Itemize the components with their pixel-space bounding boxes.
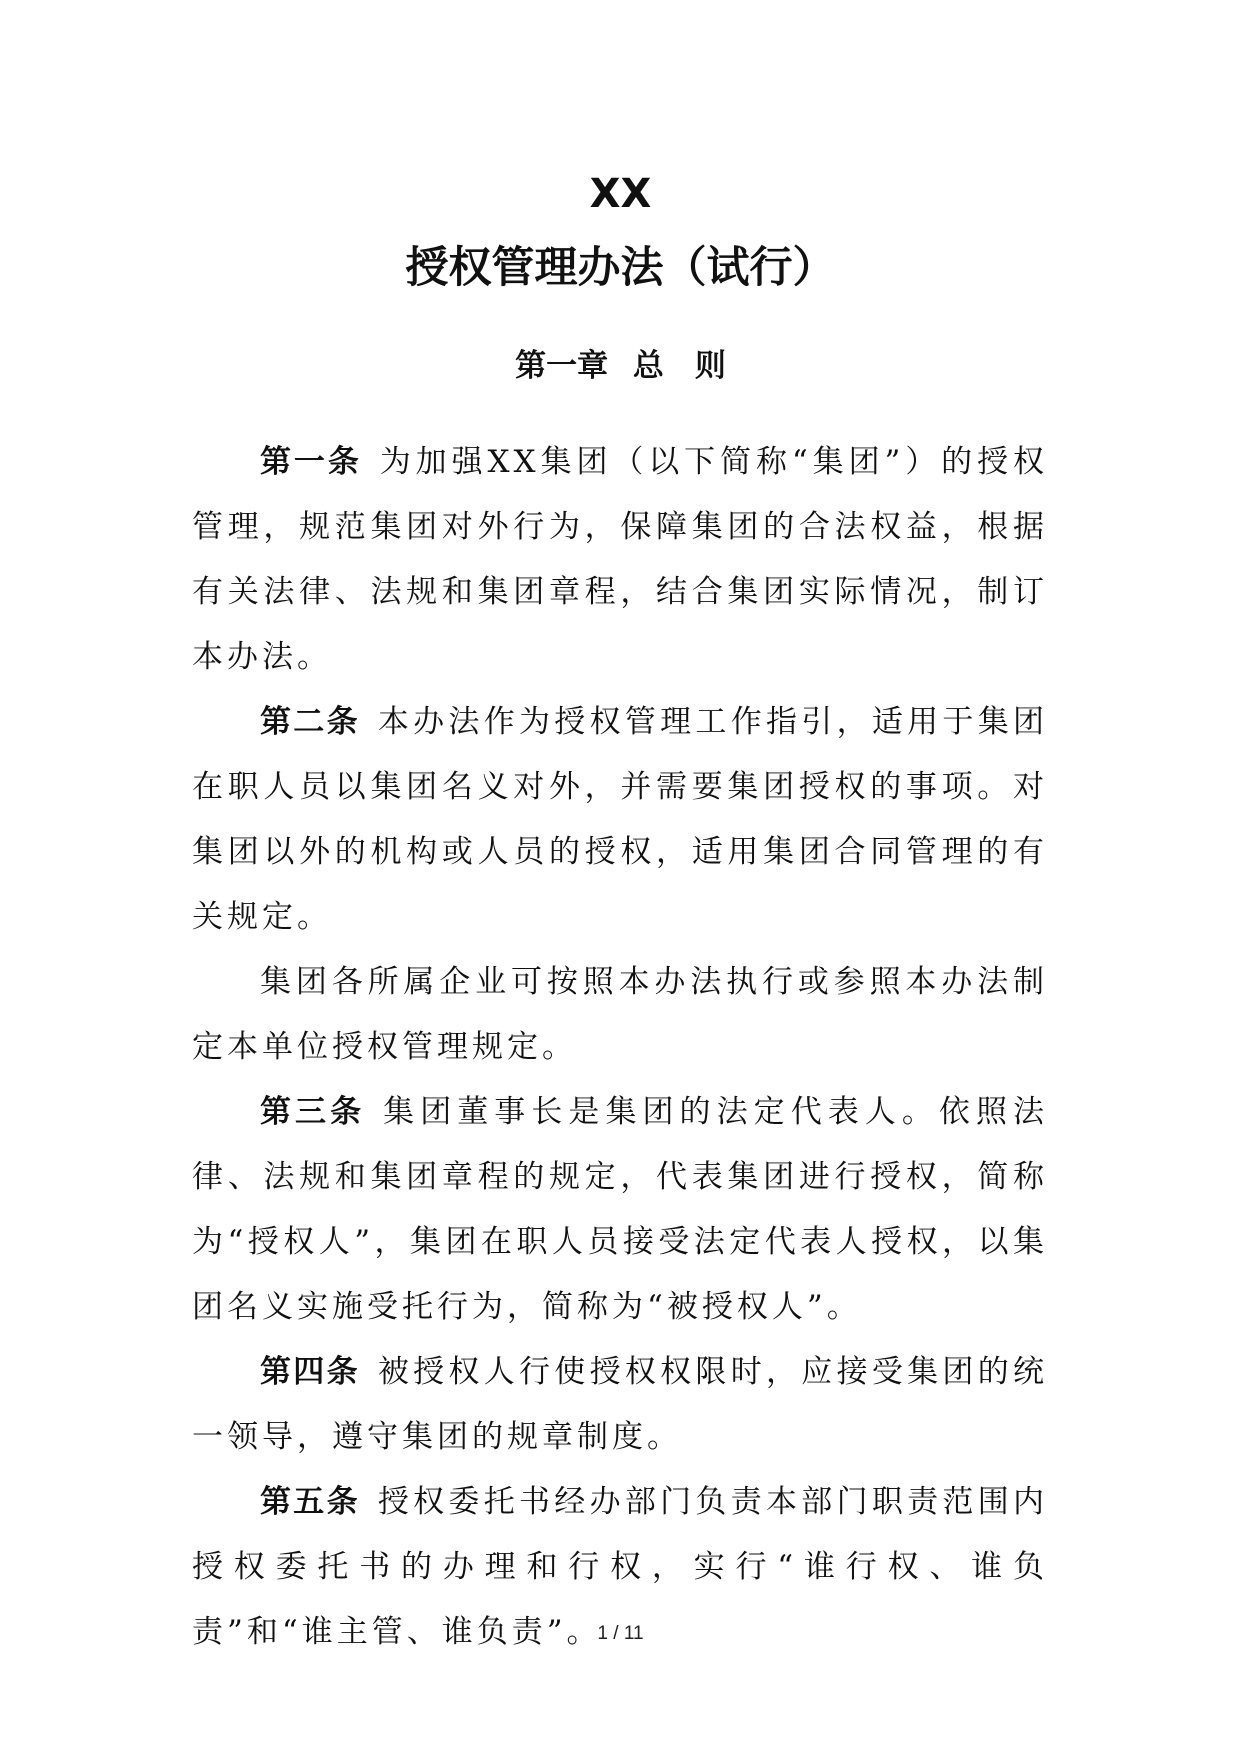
article-text: 本办法作为授权管理工作指引，适用于集团在职人员以集团名义对外，并需要集团授权的事项。对集团以外的机构或人员的授权，适用集团合同管理的有关规定。 [192, 704, 1049, 935]
document-title: 授权管理办法（试行） [405, 243, 836, 293]
article-label: 第一条 [260, 444, 362, 480]
document-body [192, 430, 1048, 1665]
chapter-heading: 第一章 总 则 [515, 348, 726, 384]
article-text: 为加强XX集团（以下简称“集团”）的授权管理，规范集团对外行为，保障集团的合法权益，根据有关法律、法规和集团章程，结合集团实际情况，制订本办法。 [192, 444, 1049, 675]
article-text: 被授权人行使授权权限时，应接受集团的统一领导，遵守集团的规章制度。 [192, 1354, 1049, 1455]
article-text: 授权委托书经办部门负责本部门职责范围内授权委托书的办理和行权，实行“谁行权、谁负责”和“谁主管、谁负责”。 [192, 1484, 1049, 1650]
document-title-org: XX [589, 171, 652, 217]
page-number: 1 / 11 [597, 1623, 644, 1644]
article-label: 第二条 [260, 704, 360, 740]
article-paragraph [192, 1340, 1048, 1470]
article-text: 集团各所属企业可按照本办法执行或参照本办法制定本单位授权管理规定。 [192, 964, 1048, 1065]
article-text: 集团董事长是集团的法定代表人。依照法律、法规和集团章程的规定，代表集团进行授权，简称为“授权人”，集团在职人员接受法定代表人授权，以集团名义实施受托行为，简称为“被授权人”。 [192, 1094, 1049, 1325]
article-paragraph [192, 1080, 1048, 1340]
article-paragraph [192, 950, 1048, 1080]
article-label: 第五条 [260, 1484, 360, 1520]
article-paragraph [192, 430, 1048, 690]
article-label: 第四条 [260, 1354, 360, 1390]
article-label: 第三条 [260, 1094, 366, 1130]
article-paragraph [192, 690, 1048, 950]
